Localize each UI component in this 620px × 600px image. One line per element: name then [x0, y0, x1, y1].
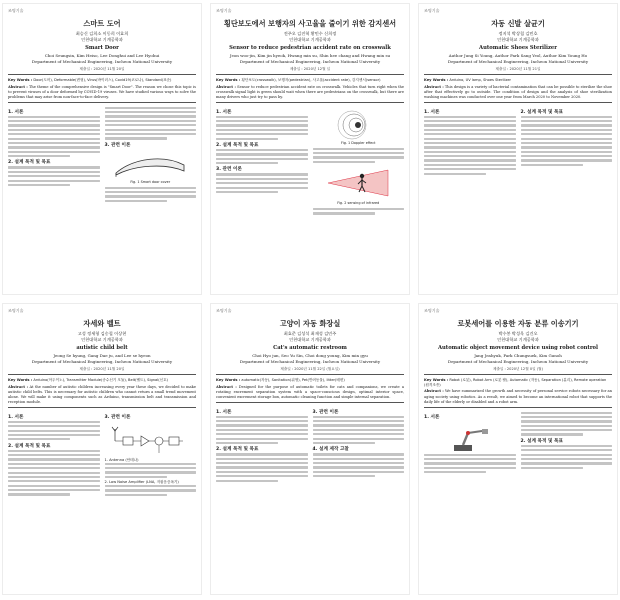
paper-title-ko: 자동 신발 살균기 [491, 19, 545, 28]
text-line [8, 450, 100, 452]
text-line [216, 466, 308, 468]
authors-en: Jeon woo-jin, Kim jin hyeok, Hwang min su, Shin hee chang and Hwang min su [229, 53, 391, 59]
body-column-left [8, 412, 100, 498]
text-line [521, 412, 613, 414]
divider [216, 374, 404, 375]
authors-ko: 최승신 김희소 이동희 이효희 [75, 31, 129, 37]
submission-date: 제출일 : 2020년 11월 20일 [79, 366, 125, 371]
text-line [424, 124, 516, 126]
text-line [216, 420, 308, 422]
keywords [216, 78, 404, 83]
paper-title-ko: 고양이 자동 화장실 [279, 319, 341, 328]
text-line [105, 133, 197, 135]
divider [424, 407, 612, 408]
text-line [105, 187, 197, 189]
authors-en: Choi Hyo jun, Seo Yu Sin, Choi dong young, Kim min gyu [252, 353, 368, 359]
text-line [521, 449, 613, 451]
text-line [216, 162, 278, 164]
text-line [521, 467, 583, 469]
text-line [8, 166, 100, 168]
text-line [105, 494, 167, 496]
text-line [105, 137, 167, 139]
keywords-label: Key Words : [424, 77, 449, 82]
divider [216, 102, 404, 103]
text-line [8, 425, 100, 427]
body-columns [216, 107, 404, 217]
text-line [216, 153, 308, 155]
keywords-text: Door(도어), Deformable(변형), Virus(바이러스), Covid19(코로나), Standard(표준) [33, 77, 172, 82]
text-line [521, 159, 613, 161]
section-heading: 2. 설계 목적 및 목표 [520, 109, 563, 115]
text-line [313, 442, 375, 444]
keywords [8, 378, 196, 383]
text-line [105, 195, 197, 197]
paper-title-en: Automatic object movement device using robot control [438, 345, 598, 352]
abstract-label: Abstract : [216, 384, 237, 389]
journal-label: 조명기술 [216, 8, 232, 13]
authors-en: Jeong Se hyung, Gang Dae ju, and Lee se hyeon [53, 353, 151, 359]
abstract-label: Abstract : [424, 84, 444, 89]
paper-title-en: Smart Door [85, 45, 119, 52]
abstract [216, 85, 404, 100]
text-line [216, 191, 278, 193]
text-line [424, 138, 516, 140]
section-heading: 2. 설계 목적 및 목표 [216, 447, 259, 453]
text-line [313, 433, 405, 435]
text-line [8, 438, 70, 440]
body-columns [424, 412, 612, 476]
keywords-text: Arduino, UV lamp, Shoes Sterilizer [449, 77, 512, 82]
journal-label: 조명기술 [216, 308, 232, 313]
keywords [8, 78, 196, 83]
section-heading: 1. 서론 [424, 109, 440, 115]
affiliation-ko: 인천대학교 기계공학과 [81, 336, 123, 342]
keywords-label: Key Words : [216, 377, 241, 382]
section-heading: 1. 서론 [216, 409, 232, 415]
body-column-right [105, 107, 197, 205]
robot-arm-figure [440, 423, 500, 453]
submission-date: 제출일 : 2020년 11월 21일 [495, 66, 541, 71]
text-line [8, 155, 70, 157]
authors-ko: 고성 정세형 김숭철 이상현 [77, 331, 127, 337]
abstract [8, 385, 196, 405]
text-line [216, 438, 308, 440]
text-line [216, 178, 308, 180]
section-heading: 3. 관련 이론 [104, 414, 131, 420]
section-heading: 1. 서론 [8, 109, 24, 115]
abstract-label: Abstract : [424, 389, 444, 394]
text-line [313, 420, 405, 422]
section-heading: 3. 관련 이론 [312, 409, 339, 415]
section-heading: 1. 서론 [8, 414, 24, 420]
text-line [424, 173, 486, 175]
abstract-label: Abstract : [8, 84, 28, 89]
body-column-left [424, 412, 516, 476]
text-line [313, 438, 405, 440]
abstract-text: At the number of autistic children increasing every year these days, we decided to make autistic child belts. This is necessary for autistic children who cannot return a small trend movement alone. We will make it using components such as Arduino, transmission belt and transmission and reception module. [8, 384, 196, 404]
text-line [8, 184, 70, 186]
text-line [216, 120, 308, 122]
body-column-right [313, 407, 405, 484]
text-line [8, 434, 100, 436]
paper-crosswalk-sensor [210, 3, 410, 295]
journal-label: 조명기술 [8, 308, 24, 313]
figure-caption: Fig. 1 Doppler effect [341, 140, 376, 145]
text-line [424, 129, 516, 131]
text-line [216, 480, 278, 482]
text-line [521, 142, 613, 144]
paper-smart-door [2, 3, 202, 295]
abstract [424, 85, 612, 100]
text-line [8, 489, 100, 491]
text-line [216, 429, 308, 431]
abstract-text: Designed for the purpose of automatic toilets for cats and companions, we create a rotating excrement separation system with a space-conscious design, optimal interior space, convenient excrement storage box, automatic cleaning function and simple internal separation. [216, 384, 404, 399]
text-line [424, 168, 516, 170]
body-column-left [424, 107, 516, 177]
text-line [521, 429, 613, 431]
text-line [216, 462, 308, 464]
text-line [313, 208, 405, 210]
divider [8, 407, 196, 408]
text-line [521, 120, 613, 122]
text-line [8, 472, 100, 474]
affiliation-en: Department of Mechanical Engineering, Incheon National University [31, 358, 173, 364]
keywords-text: Arduino(아두이노), Transmitter Module(송수신기 모듈), Belt(벨트), Signal(신호) [33, 377, 168, 382]
text-line [521, 445, 613, 447]
text-line [521, 133, 613, 135]
text-line [521, 425, 613, 427]
text-line [8, 430, 100, 432]
text-line [105, 129, 197, 131]
affiliation-en: Department of Mechanical Engineering, Incheon National University [239, 58, 381, 64]
text-line [424, 116, 516, 118]
text-line [216, 182, 308, 184]
keywords [424, 378, 612, 388]
keywords [424, 78, 612, 83]
text-line [105, 191, 197, 193]
paper-title-en: autistic child belt [76, 345, 128, 352]
text-line [521, 454, 613, 456]
text-line [216, 433, 308, 435]
paper-shoe-sterilizer [418, 3, 618, 295]
text-line [8, 124, 100, 126]
text-line [424, 458, 516, 460]
authors-en: Jang Jeahyuk, Park Chungsuek, Kim Gunoh [474, 353, 562, 359]
abstract [8, 85, 196, 100]
body-column-left [216, 107, 308, 217]
submission-date: 제출일 : 2020년 12월 0일 (월) [492, 366, 544, 371]
text-line [216, 138, 278, 140]
submission-date: 제출일 : 2020년 11월 22일 (월요일) [280, 366, 340, 371]
divider [8, 74, 196, 75]
text-line [216, 149, 308, 151]
text-line [424, 159, 516, 161]
divider [424, 102, 612, 103]
body-column-left [8, 107, 100, 205]
authors-ko: 전주오 김진혁 황민수 신희정 [283, 31, 337, 37]
text-line [8, 151, 100, 153]
section-heading: 3. 관련 이론 [104, 142, 131, 148]
paper-autistic-child-belt [2, 303, 202, 595]
text-line [521, 138, 613, 140]
text-line [424, 454, 516, 456]
text-line [521, 124, 613, 126]
text-line [313, 466, 405, 468]
abstract [216, 385, 404, 400]
text-line [313, 424, 405, 426]
text-line [521, 116, 613, 118]
figure-caption: Fig. 1 Smart door cover [130, 179, 171, 184]
paper-title-ko: 횡단보도에서 보행자의 사고율을 줄이기 위한 감지센서 [223, 19, 397, 28]
text-line [216, 424, 308, 426]
paper-robot-movement [418, 303, 618, 595]
text-line [8, 133, 100, 135]
text-line [424, 133, 516, 135]
rf-front-end-diagram [111, 423, 189, 457]
section-heading: 4. 설계 제작 고찰 [312, 447, 349, 453]
text-line [105, 489, 197, 491]
text-line [8, 476, 100, 478]
text-line [8, 116, 100, 118]
body-columns [8, 107, 196, 205]
keywords-text: automatic(자동), Sanitation(위생), Pet(반려동물), litter(배변) [241, 377, 345, 382]
section-heading: 3. 관련 이론 [216, 167, 242, 173]
text-line [424, 462, 516, 464]
text-line [216, 173, 308, 175]
text-line [105, 463, 197, 465]
keywords [216, 378, 404, 383]
text-line [424, 120, 516, 122]
paper-title-ko: 스마트 도어 [83, 19, 121, 28]
divider [8, 102, 196, 103]
keywords-label: Key Words : [216, 77, 241, 82]
text-line [8, 138, 100, 140]
body-column-right [313, 107, 405, 217]
section-heading: 2. 설계 목적 및 목표 [520, 438, 563, 444]
text-line [424, 471, 486, 473]
text-line [313, 462, 405, 464]
text-line [521, 146, 613, 148]
section-heading: 2. 설계 목적 및 목표 [8, 443, 51, 449]
text-line [105, 124, 197, 126]
text-line [8, 485, 100, 487]
text-line [105, 467, 197, 469]
text-line [521, 155, 613, 157]
text-line [105, 485, 197, 487]
abstract-text: Sensor to reduce pedestrian accident rate on crosswalk. Vehicles that turn right when the crosswalk signal light is green should wait when there are pedestrians on the crosswalk, but there are many drivers who just try to pass by. [216, 84, 404, 99]
affiliation-ko: 인천대학교 기계공학과 [289, 36, 331, 42]
section-heading: 2. 설계 목적 및 목표 [216, 142, 259, 148]
body-columns [216, 407, 404, 484]
affiliation-ko: 인천대학교 기계공학과 [497, 336, 539, 342]
authors-ko: 최효준 김성석 최재성 김민주 [283, 331, 337, 337]
text-line [8, 467, 100, 469]
paper-title-en: Sensor to reduce pedestrian accident rate on crosswalk [229, 45, 391, 52]
divider [8, 374, 196, 375]
keywords-label: Key Words : [8, 77, 33, 82]
affiliation-en: Department of Mechanical Engineering, Incheon National University [447, 58, 589, 64]
text-line [8, 463, 100, 465]
text-line [521, 151, 613, 153]
text-line [521, 164, 583, 166]
text-line [216, 458, 308, 460]
text-line [8, 175, 100, 177]
keywords-text: Robot (로봇), Robot Arm (로봇 팔), Automatic (자동), Separation (분리), Remote operation (원격조종) [424, 377, 607, 387]
text-line [521, 129, 613, 131]
text-line [216, 129, 308, 131]
divider [424, 74, 612, 75]
abstract-text: This design is a variety of bacterial contamination that can be possible to sterilize the shoe after that effectively go to outside. The condition of design and the analysis of shoe sterilization washing machines was conducted over one year from March 2020 to November 2020. [424, 84, 612, 99]
text-line [313, 212, 375, 214]
body-columns [8, 412, 196, 498]
affiliation-ko: 인천대학교 기계공학과 [81, 36, 123, 42]
keywords-label: Key Words : [424, 377, 449, 382]
text-line [105, 476, 167, 478]
text-line [8, 454, 100, 456]
paper-title-ko: 자세와 벨트 [83, 319, 121, 328]
text-line [313, 152, 405, 154]
text-line [313, 453, 405, 455]
text-line [521, 416, 613, 418]
figure-caption: Fig. 2 sensing of infrared [337, 201, 380, 206]
text-line [216, 158, 308, 160]
text-line [8, 171, 100, 173]
abstract-text: The theme of the comprehensive design is "Smart Door". The reason we chose this topic is to prevent viruses of a door deformed by COVID-19 viruses. We have studied various ways to solve the problems that may arise from non-face-to-face delivery. [8, 84, 196, 99]
text-line [424, 142, 516, 144]
section-heading: 2. 설계 목적 및 목표 [8, 160, 51, 166]
body-column-right [105, 412, 197, 498]
body-column-left [216, 407, 308, 484]
paper-title-ko: 로봇세어를 이용한 자동 분류 이송기기 [457, 319, 579, 328]
authors-en: Author Jung Si Young, Author Park Sang Yeol, Author Kim Young Ho [448, 53, 588, 59]
text-line [313, 429, 405, 431]
abstract-label: Abstract : [216, 84, 236, 89]
text-line [521, 458, 613, 460]
list-item: 1. Antenna (안테나) [104, 457, 139, 462]
text-line [313, 156, 405, 158]
affiliation-en: Department of Mechanical Engineering, Incheon National University [447, 358, 589, 364]
text-line [8, 180, 100, 182]
divider [216, 74, 404, 75]
journal-label: 조명기술 [424, 8, 440, 13]
text-line [105, 115, 197, 117]
text-line [313, 458, 405, 460]
abstract-label: Abstract : [8, 384, 28, 389]
body-column-right [521, 412, 613, 476]
text-line [8, 493, 70, 495]
text-line [105, 120, 197, 122]
paper-cat-restroom [210, 303, 410, 595]
text-line [8, 421, 100, 423]
authors-en: Choi Seungsin, Kim Heiso, Lee Donghui and Lee Hyohui [44, 53, 160, 59]
text-line [424, 146, 516, 148]
text-line [216, 416, 308, 418]
paper-title-en: Cat's automatic restroom [273, 345, 347, 352]
body-column-right [521, 107, 613, 177]
text-line [216, 475, 308, 477]
text-line [105, 111, 197, 113]
text-line [424, 151, 516, 153]
affiliation-en: Department of Mechanical Engineering, Incheon National University [31, 58, 173, 64]
text-line [216, 453, 308, 455]
text-line [8, 129, 100, 131]
body-columns [424, 107, 612, 177]
text-line [216, 187, 308, 189]
infrared-sensing-figure [322, 166, 394, 200]
paper-title-en: Automatic Shoes Sterilizer [479, 45, 557, 52]
text-line [313, 148, 405, 150]
text-line [8, 458, 100, 460]
door-cover-figure [110, 151, 190, 179]
text-line [8, 480, 100, 482]
abstract [424, 389, 612, 404]
affiliation-ko: 인천대학교 기계공학과 [497, 36, 539, 42]
text-line [216, 471, 308, 473]
text-line [105, 107, 197, 109]
submission-date: 제출일 : 2020년 12월 일 [289, 66, 331, 71]
submission-date: 제출일 : 2020년 11월 20일 [79, 66, 125, 71]
divider [424, 374, 612, 375]
journal-label: 조명기술 [424, 308, 440, 313]
authors-ko: 정지석 박상철 김민호 [498, 31, 538, 37]
text-line [521, 433, 583, 435]
text-line [216, 133, 308, 135]
text-line [216, 116, 308, 118]
text-line [313, 161, 375, 163]
text-line [105, 471, 197, 473]
affiliation-en: Department of Mechanical Engineering, Incheon National University [239, 358, 381, 364]
text-line [313, 416, 405, 418]
section-heading: 1. 서론 [424, 414, 440, 420]
text-line [521, 462, 613, 464]
text-line [521, 420, 613, 422]
affiliation-ko: 인천대학교 기계공학과 [289, 336, 331, 342]
divider [216, 402, 404, 403]
text-line [8, 120, 100, 122]
text-line [313, 471, 405, 473]
section-heading: 1. 서론 [216, 109, 232, 115]
keywords-label: Key Words : [8, 377, 33, 382]
text-line [105, 200, 167, 202]
journal-label: 조명기술 [8, 8, 24, 13]
text-line [216, 124, 308, 126]
text-line [8, 142, 100, 144]
abstract-text: We have summarized the growth and necessity of personal service robots necessary for an aging society using robotics. As a result, we aimed to become an international robot that supports the daily life of the elderly or disabled and a robot arm. [424, 389, 612, 404]
text-line [424, 467, 516, 469]
list-item: 2. Low Noise Amplifier (LNA, 저잡음증폭기) [104, 480, 179, 485]
text-line [424, 155, 516, 157]
keywords-text: 횡단보도(crosswalk), 보행자(pedestrian), 사고율(accident rate), 감지센서(sensor) [241, 77, 381, 82]
text-line [216, 442, 278, 444]
doppler-effect-figure [323, 110, 393, 140]
text-line [424, 164, 516, 166]
text-line [8, 146, 100, 148]
authors-ko: 박수봉 박성욱 김건오 [498, 331, 538, 337]
text-line [313, 475, 375, 477]
